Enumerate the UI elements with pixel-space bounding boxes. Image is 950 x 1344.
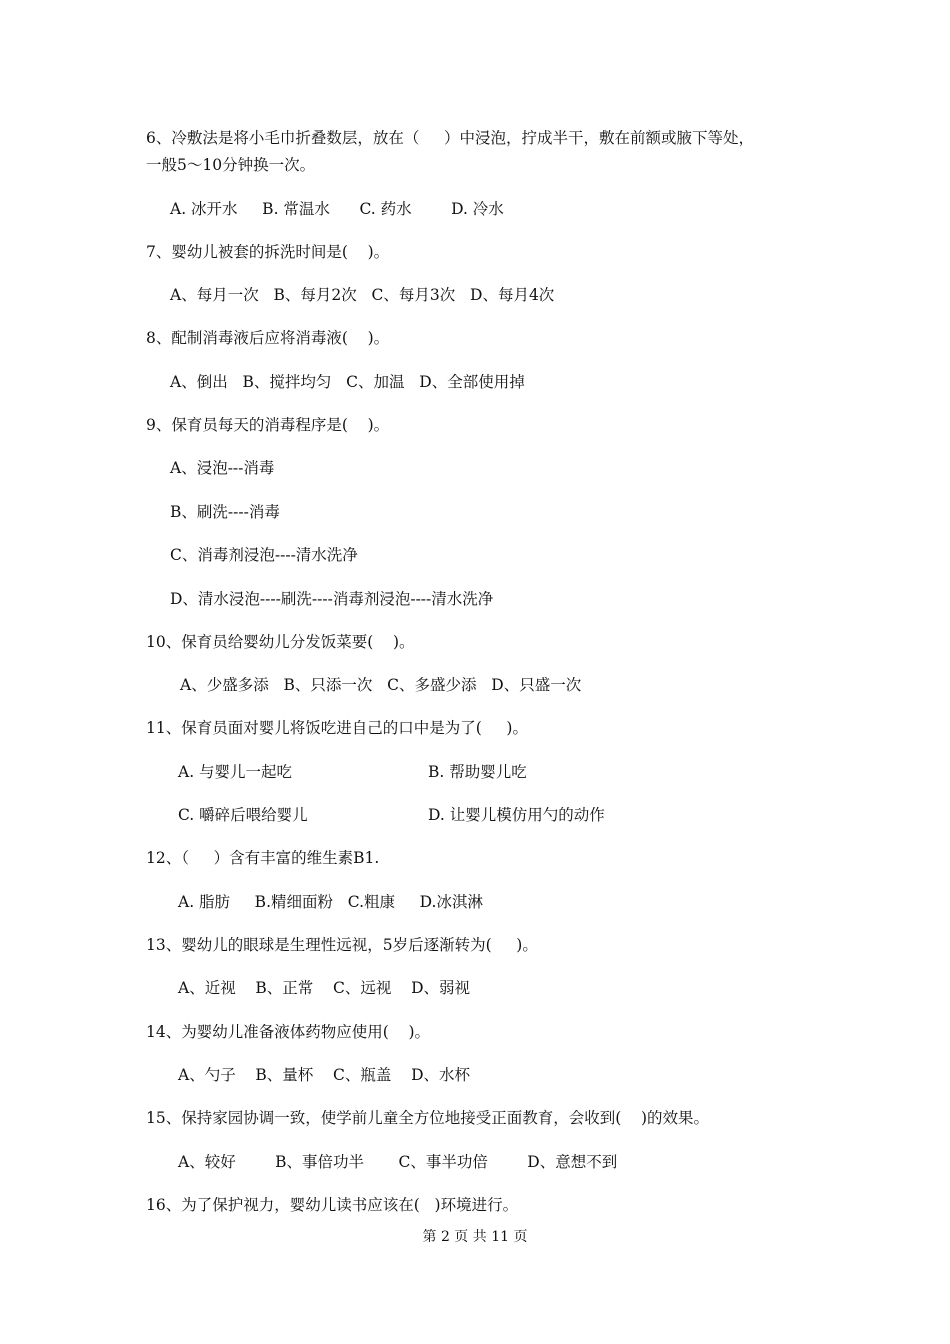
question-15-options: A、较好 B、事倍功半 C、事半功倍 D、意想不到	[178, 1153, 618, 1171]
question-12-options: A. 脂肪 B.精细面粉 C.粗康 D.冰淇淋	[178, 893, 483, 911]
question-6-options: A. 冰开水 B. 常温水 C. 药水 D. 冷水	[170, 200, 504, 218]
question-6-stem-line1: 6、冷敷法是将小毛巾折叠数层，放在（ ）中浸泡，拧成半干，敷在前额或腋下等处，	[146, 129, 754, 147]
question-9-option-d: D、清水浸泡----刷洗----消毒剂浸泡----清水洗净	[170, 590, 494, 608]
question-10-options: A、少盛多添 B、只添一次 C、多盛少添 D、只盛一次	[180, 676, 582, 694]
question-12-stem: 12、（ ）含有丰富的维生素B1.	[146, 849, 380, 867]
question-11-stem: 11、保育员面对婴儿将饭吃进自己的口中是为了( )。	[146, 719, 528, 737]
question-10-stem: 10、保育员给婴幼儿分发饭菜要( )。	[146, 633, 415, 651]
question-7-stem: 7、婴幼儿被套的拆洗时间是( )。	[146, 243, 390, 261]
question-8-options: A、倒出 B、搅拌均匀 C、加温 D、全部使用掉	[170, 373, 525, 391]
question-7-options: A、每月一次 B、每月2次 C、每月3次 D、每月4次	[170, 286, 555, 304]
question-6-stem-line2: 一般5～10分钟换一次。	[146, 156, 316, 174]
question-15-stem: 15、保持家园协调一致，使学前儿童全方位地接受正面教育，会收到( )的效果。	[146, 1109, 710, 1127]
page-number-footer: 第 2 页 共 11 页	[422, 1229, 528, 1245]
question-13-options: A、近视 B、正常 C、远视 D、弱视	[178, 979, 470, 997]
question-14-options: A、勺子 B、量杯 C、瓶盖 D、水杯	[178, 1066, 470, 1084]
question-9-stem: 9、保育员每天的消毒程序是( )。	[146, 416, 390, 434]
question-16-stem: 16、为了保护视力，婴幼儿读书应该在( )环境进行。	[146, 1196, 519, 1214]
question-8-stem: 8、配制消毒液后应将消毒液( )。	[146, 329, 390, 347]
question-13-stem: 13、婴幼儿的眼球是生理性远视，5岁后逐渐转为( )。	[146, 936, 538, 954]
question-11-option-c: C. 嚼碎后喂给婴儿	[178, 806, 308, 824]
question-14-stem: 14、为婴幼儿准备液体药物应使用( )。	[146, 1023, 431, 1041]
question-9-option-b: B、刷洗----消毒	[170, 503, 280, 521]
question-9-option-a: A、浸泡---消毒	[170, 459, 275, 477]
question-11-option-a: A. 与婴儿一起吃	[178, 763, 293, 781]
question-11-option-b: B. 帮助婴儿吃	[428, 763, 527, 781]
question-9-option-c: C、消毒剂浸泡----清水洗净	[170, 546, 358, 564]
question-11-option-d: D. 让婴儿模仿用勺的动作	[428, 806, 605, 824]
